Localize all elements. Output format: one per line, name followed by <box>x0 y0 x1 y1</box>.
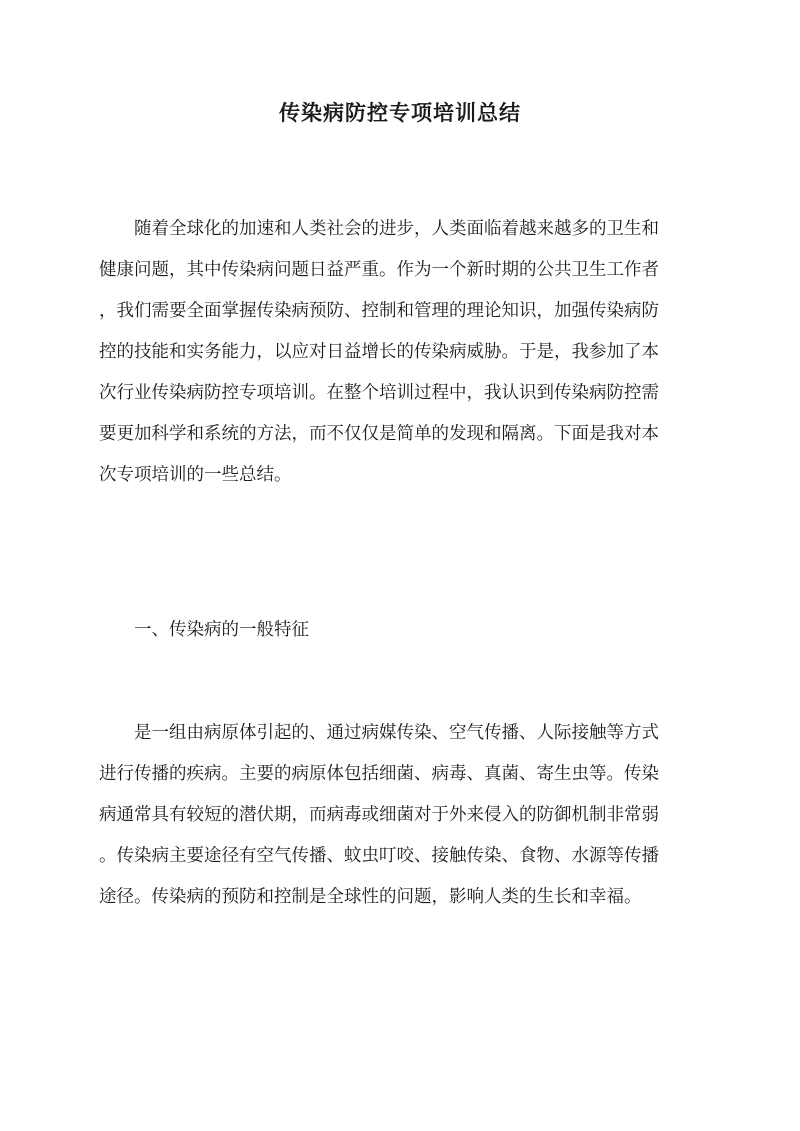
paragraph-line: 进行传播的疾病。主要的病原体包括细菌、病毒、真菌、寄生虫等。传染 <box>99 764 659 784</box>
paragraph-line: 。传染病主要途径有空气传播、蚊虫叮咬、接触传染、食物、水源等传播 <box>99 846 659 866</box>
paragraph-line: ，我们需要全面掌握传染病预防、控制和管理的理论知识，加强传染病防 <box>99 301 659 321</box>
paragraph-line: 随着全球化的加速和人类社会的进步，人类面临着越来越多的卫生和 <box>134 219 659 239</box>
intro-paragraph <box>99 209 699 496</box>
section-paragraph <box>99 713 699 918</box>
paragraph-line: 是一组由病原体引起的、通过病媒传染、空气传播、人际接触等方式 <box>134 723 659 743</box>
paragraph-line: 病通常具有较短的潜伏期，而病毒或细菌对于外来侵入的防御机制非常弱 <box>99 805 659 825</box>
paragraph-line: 次专项培训的一些总结。 <box>99 465 292 485</box>
paragraph-line: 次行业传染病防控专项培训。在整个培训过程中，我认识到传染病防控需 <box>99 383 659 403</box>
paragraph-line: 要更加科学和系统的方法，而不仅仅是简单的发现和隔离。下面是我对本 <box>99 424 659 444</box>
document-title: 传染病防控专项培训总结 <box>279 100 521 125</box>
paragraph-line: 健康问题，其中传染病问题日益严重。作为一个新时期的公共卫生工作者 <box>99 260 659 280</box>
paragraph-line: 途径。传染病的预防和控制是全球性的问题，影响人类的生长和幸福。 <box>99 887 642 907</box>
paragraph-line: 控的技能和实务能力，以应对日益增长的传染病威胁。于是，我参加了本 <box>99 342 659 362</box>
section-heading: 一、传染病的一般特征 <box>134 620 309 640</box>
